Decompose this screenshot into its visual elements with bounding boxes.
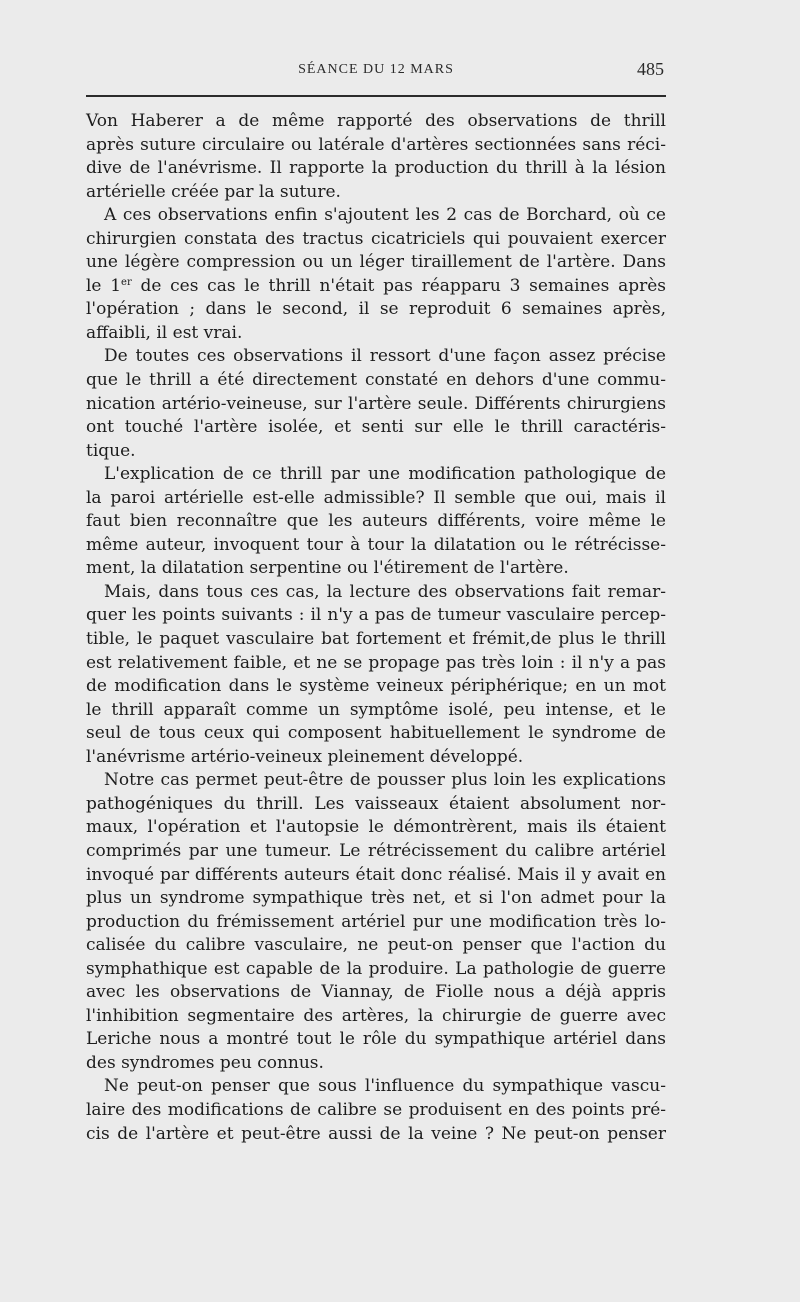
text-line: l'anévrisme artério-veineux pleinement développé. — [86, 746, 524, 767]
text-line: de modification dans le système veineux périphérique; en un mot — [86, 676, 666, 697]
text-line: invoqué par différents auteurs était donc réalisé. Mais il y avait en — [86, 864, 666, 885]
superscript: er — [121, 276, 132, 288]
text-line: le thrill apparaît comme un symptôme isolé, peu intense, et le — [86, 699, 666, 720]
running-title: SÉANCE DU 12 MARS — [298, 62, 454, 77]
text-line: l'opération ; dans le second, il se reproduit 6 semaines après, — [86, 299, 666, 320]
text-line: Ne peut-on penser que sous l'influence du sympathique vascu- — [104, 1076, 666, 1097]
text-line: Von Haberer a de même rapporté des observations de thrill — [86, 111, 666, 131]
text-line: la paroi artérielle est-elle admissible? Il semble que oui, mais il — [86, 487, 666, 508]
text-line: De toutes ces observations il ressort d'une façon assez précise — [104, 346, 666, 367]
text-line: Notre cas permet peut-être de pousser plus loin les explications — [104, 770, 666, 791]
text-line: artérielle créée par la suture. — [86, 181, 341, 202]
text-line: après suture circulaire ou latérale d'artères sectionnées sans réci- — [86, 134, 666, 155]
text-line: tible, le paquet vasculaire bat fortement et frémit,de plus le thrill — [86, 629, 666, 650]
page-number: 485 — [637, 59, 664, 79]
text-line: l'inhibition segmentaire des artères, la chirurgie de guerre avec — [86, 1005, 666, 1026]
page-header — [86, 54, 666, 90]
text-line: pathogéniques du thrill. Les vaisseaux étaient absolument nor- — [86, 793, 666, 814]
text-line: quer les points suivants : il n'y a pas de tumeur vasculaire percep- — [86, 605, 666, 626]
text-line: cis de l'artère et peut-être aussi de la veine ? Ne peut-on penser — [86, 1123, 666, 1144]
text-line: A ces observations enfin s'ajoutent les 2 cas de Borchard, où ce — [104, 205, 666, 226]
text-line: même auteur, invoquent tour à tour la dilatation ou le rétrécisse- — [86, 534, 666, 555]
text-line: laire des modifications de calibre se produisent en des points pré- — [86, 1099, 666, 1120]
text-line: dive de l'anévrisme. Il rapporte la production du thrill à la lésion — [86, 158, 666, 179]
text-line: seul de tous ceux qui composent habituellement le syndrome de — [86, 723, 666, 744]
text-fragment: le 1 — [86, 275, 122, 296]
text-line: maux, l'opération et l'autopsie le démontrèrent, mais ils étaient — [86, 817, 666, 838]
text-line: des syndromes peu connus. — [86, 1052, 324, 1073]
text-line: une légère compression ou un léger tiraillement de l'artère. Dans — [86, 252, 666, 273]
text-line: est relativement faible, et ne se propage pas très loin : il n'y a pas — [86, 652, 666, 673]
text-line: L'explication de ce thrill par une modification pathologique de — [104, 464, 666, 485]
text-line: plus un syndrome sympathique très net, et si l'on admet pour la — [86, 888, 666, 909]
text-line: Mais, dans tous ces cas, la lecture des observations fait remar- — [104, 581, 666, 602]
text-line: comprimés par une tumeur. Le rétrécissement du calibre artériel — [86, 840, 666, 861]
text-line: symphathique est capable de la produire. La pathologie de guerre — [86, 958, 666, 979]
text-line: production du frémissement artériel pur une modification très lo- — [86, 911, 666, 932]
text-line: ment, la dilatation serpentine ou l'étirement de l'artère. — [86, 558, 569, 579]
text-line: tique. — [86, 440, 136, 461]
text-fragment: de ces cas le thrill n'était pas réapparu 3 semaines après — [131, 275, 667, 296]
text-line: affaibli, il est vrai. — [86, 322, 243, 343]
text-line: faut bien reconnaître que les auteurs différents, voire même le — [86, 511, 666, 532]
text-line — [86, 275, 666, 299]
header-rule — [86, 95, 666, 97]
text-line: chirurgien constata des tractus cicatriciels qui pouvaient exercer — [86, 228, 666, 249]
text-line: calisée du calibre vasculaire, ne peut-on penser que l'action du — [86, 935, 666, 956]
text-line: ont touché l'artère isolée, et senti sur elle le thrill caractéris- — [86, 417, 666, 438]
text-line: Leriche nous a montré tout le rôle du sympathique artériel dans — [86, 1029, 666, 1050]
body-text — [86, 110, 666, 1146]
text-line: avec les observations de Viannay, de Fiolle nous a déjà appris — [86, 982, 666, 1003]
text-line: que le thrill a été directement constaté en dehors d'une commu- — [86, 370, 666, 391]
text-line: nication artério-veineuse, sur l'artère seule. Différents chirurgiens — [86, 393, 666, 414]
